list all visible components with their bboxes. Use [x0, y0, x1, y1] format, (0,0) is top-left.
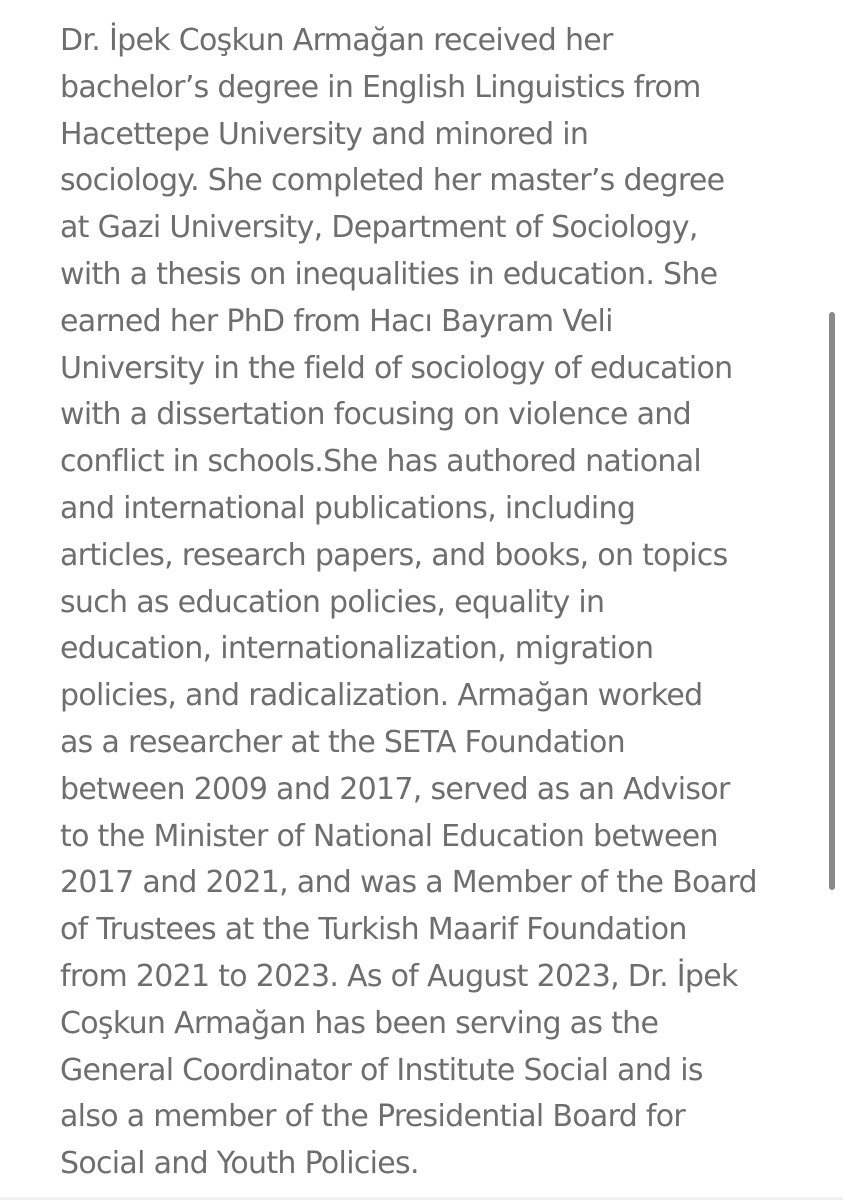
bio-line: 2017 and 2021, and was a Member of the Board — [60, 865, 757, 901]
bio-line: at Gazi University, Department of Sociology, — [60, 210, 698, 246]
bio-line: sociology. She completed her master’s degree — [60, 163, 725, 199]
bio-line: conflict in schools.She has authored national — [60, 444, 702, 480]
bio-line: of Trustees at the Turkish Maarif Foundation — [60, 912, 687, 948]
bio-line: to the Minister of National Education between — [60, 818, 718, 854]
bio-line: articles, research papers, and books, on topics — [60, 537, 728, 573]
bio-line: between 2009 and 2017, served as an Advisor — [60, 771, 730, 807]
bio-line: Social and Youth Policies. — [60, 1146, 419, 1182]
scrollbar-thumb[interactable] — [829, 312, 835, 890]
bio-line: bachelor’s degree in English Linguistics from — [60, 69, 701, 105]
bio-line: Hacettepe University and minored in — [60, 116, 589, 152]
bio-line: and international publications, including — [60, 490, 636, 526]
bio-line: education, internationalization, migration — [60, 631, 654, 667]
bio-line: with a dissertation focusing on violence and — [60, 397, 691, 433]
biography-paragraph — [60, 18, 800, 1188]
bio-line: policies, and radicalization. Armağan worked — [60, 678, 703, 714]
bio-line: General Coordinator of Institute Social and is — [60, 1052, 703, 1088]
bio-line: as a researcher at the SETA Foundation — [60, 724, 625, 760]
bio-line: Dr. İpek Coşkun Armağan received her — [60, 23, 613, 58]
bio-line: such as education policies, equality in — [60, 584, 605, 620]
bio-line: with a thesis on inequalities in education. She — [60, 256, 718, 292]
bio-line: University in the field of sociology of education — [60, 350, 733, 386]
bio-line: from 2021 to 2023. As of August 2023, Dr. İpek — [60, 958, 738, 994]
bio-line: also a member of the Presidential Board for — [60, 1099, 686, 1135]
bio-line: earned her PhD from Hacı Bayram Veli — [60, 303, 613, 339]
bio-line: Coşkun Armağan has been serving as the — [60, 1005, 659, 1041]
